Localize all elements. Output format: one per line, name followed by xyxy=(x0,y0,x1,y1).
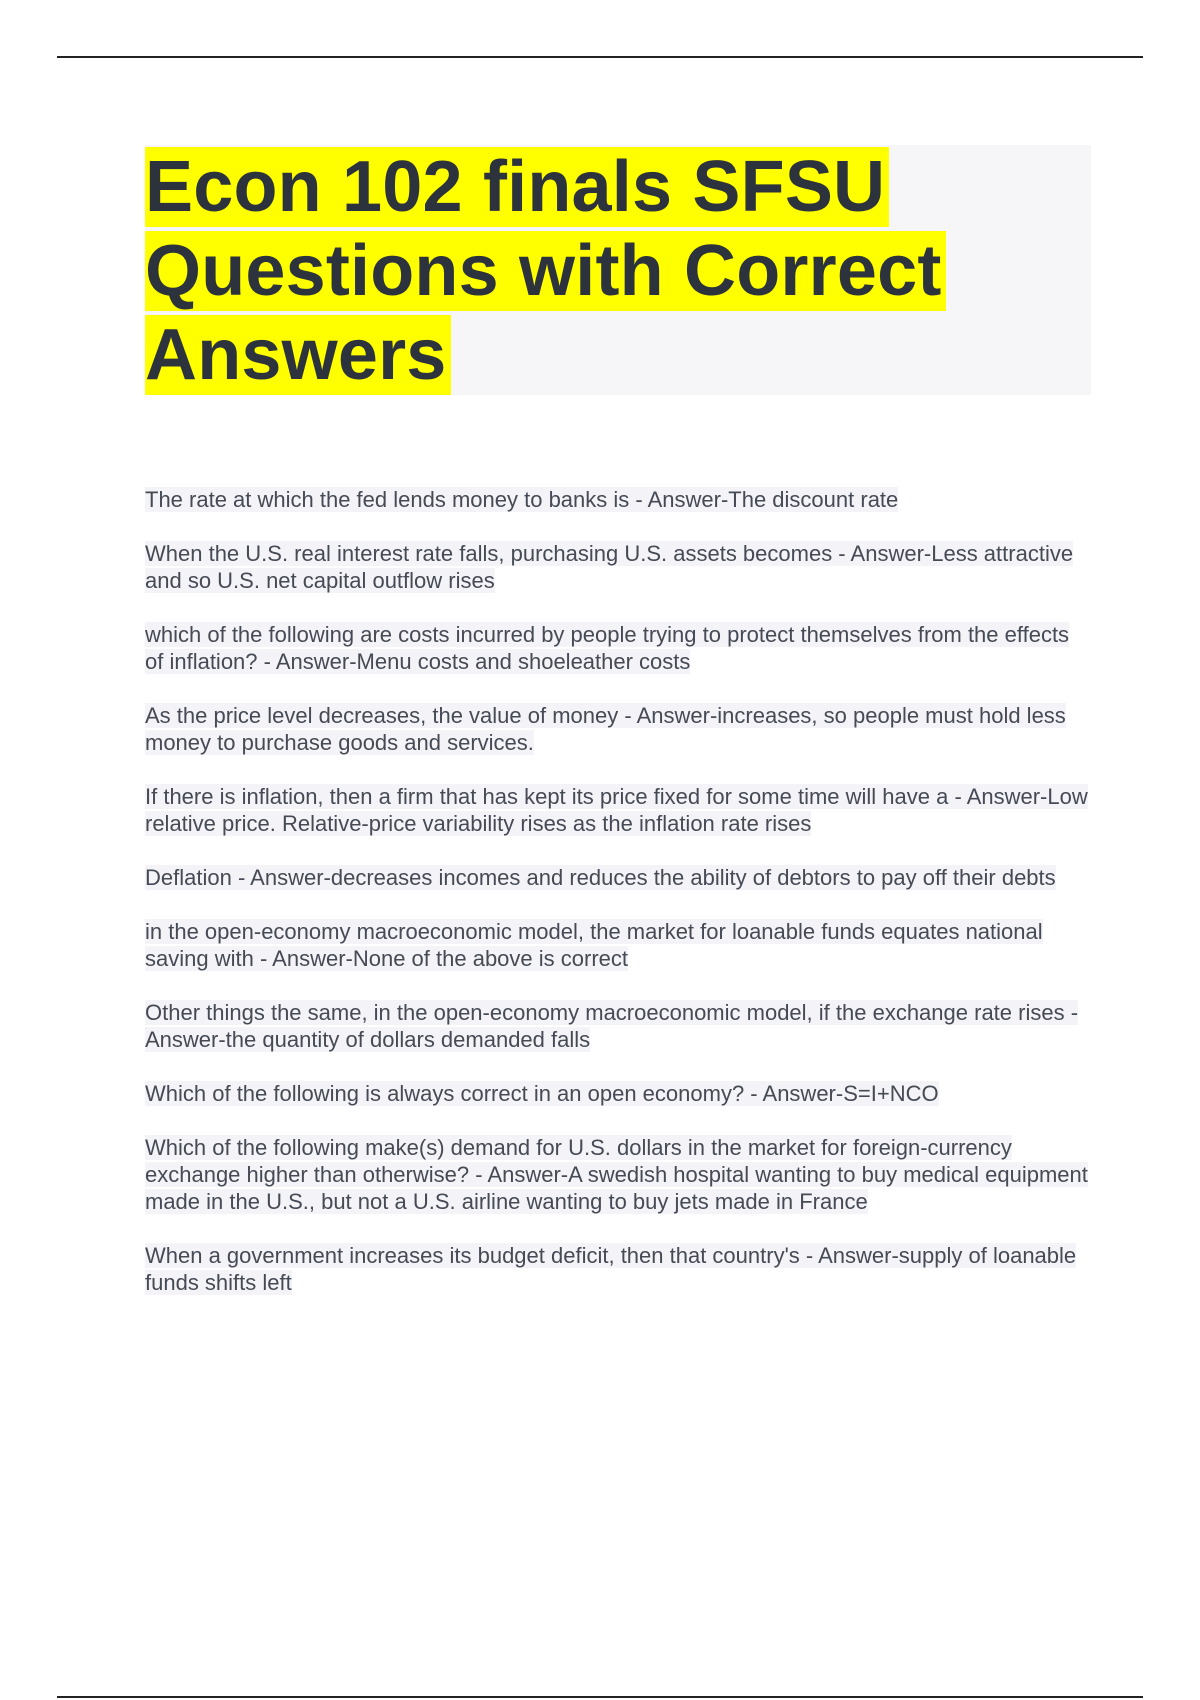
qa-item-text: Which of the following is always correct in an open economy? - Answer-S=I+NCO xyxy=(145,1081,939,1106)
qa-item xyxy=(145,540,1091,594)
qa-item xyxy=(145,486,1091,513)
qa-item-text: Deflation - Answer-decreases incomes and reduces the ability of debtors to pay off their debts xyxy=(145,865,1056,890)
title-block xyxy=(145,145,1091,395)
qa-item xyxy=(145,702,1091,756)
qa-item xyxy=(145,864,1091,891)
qa-item-text: If there is inflation, then a firm that has kept its price fixed for some time will have a - Answer-Low relative price. Relative-price variability rises as the inflation rate rises xyxy=(145,784,1088,836)
qa-item-text: The rate at which the fed lends money to banks is - Answer-The discount rate xyxy=(145,487,899,512)
title-line-1: Econ 102 finals SFSU xyxy=(145,147,889,227)
qa-item xyxy=(145,999,1091,1053)
qa-item xyxy=(145,918,1091,972)
title-line-3: Answers xyxy=(145,315,451,395)
qa-item-text: As the price level decreases, the value of money - Answer-increases, so people must hold less money to purchase goods and services. xyxy=(145,703,1066,755)
qa-item xyxy=(145,621,1091,675)
qa-item-text: which of the following are costs incurred by people trying to protect themselves from the effects of inflation? - Answer-Menu costs and shoeleather costs xyxy=(145,622,1070,674)
qa-item-text: When a government increases its budget deficit, then that country's - Answer-supply of loanable funds shifts left xyxy=(145,1243,1077,1295)
qa-item-text: Which of the following make(s) demand for U.S. dollars in the market for foreign-currency exchange higher than otherwise? - Answer-A swedish hospital wanting to buy medical equipment made in the U.S., but not a U.S. airline wanting to buy jets made in France xyxy=(145,1135,1088,1214)
bottom-rule xyxy=(57,1696,1143,1698)
qa-item-text: in the open-economy macroeconomic model, the market for loanable funds equates national saving with - Answer-None of the above is correct xyxy=(145,919,1043,971)
qa-item xyxy=(145,783,1091,837)
title-line-2: Questions with Correct xyxy=(145,231,946,311)
qa-item xyxy=(145,1134,1091,1215)
qa-item xyxy=(145,1242,1091,1296)
qa-list xyxy=(145,486,1091,1323)
qa-item-text: Other things the same, in the open-economy macroeconomic model, if the exchange rate rises - Answer-the quantity of dollars demanded falls xyxy=(145,1000,1079,1052)
document-title xyxy=(145,145,1091,397)
top-rule xyxy=(57,56,1143,58)
qa-item-text: When the U.S. real interest rate falls, purchasing U.S. assets becomes - Answer-Less attractive and so U.S. net capital outflow rises xyxy=(145,541,1074,593)
qa-item xyxy=(145,1080,1091,1107)
